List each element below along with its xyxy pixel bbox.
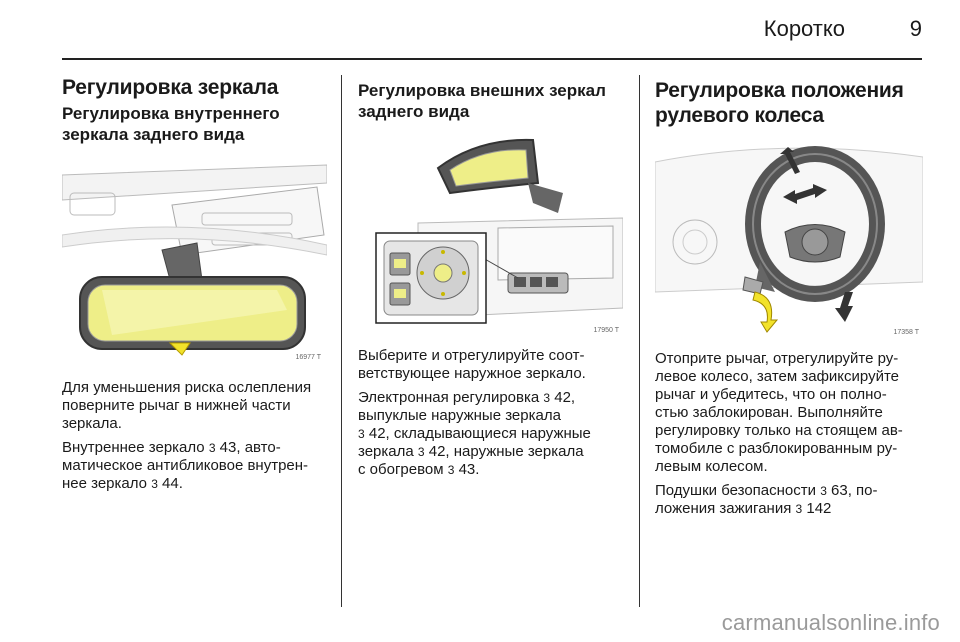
section-title: Коротко — [763, 16, 845, 41]
column-mirror-adjust — [62, 68, 327, 145]
header-divider — [62, 58, 922, 60]
page-number: 9 — [909, 16, 922, 41]
subsection-heading: Регулировка внутреннего зеркала заднего вида — [62, 104, 280, 144]
section-heading: Регулировка положения рулевого колеса — [655, 79, 904, 127]
interior-mirror-drawing — [62, 155, 327, 365]
figure-code: 17358 T — [893, 329, 919, 336]
column-mirror-text — [62, 379, 327, 499]
page-ref-arrow-icon: 3 — [358, 427, 365, 441]
page-ref-arrow-icon: 3 — [795, 502, 803, 516]
column-exterior-mirror — [358, 80, 623, 122]
page-header — [0, 0, 960, 60]
paragraph: Выберите и отрегулируйте соот- ветствующее наружное зеркало. — [358, 347, 586, 382]
column-steering-text — [655, 350, 925, 524]
section-heading: Регулировка внешних зеркал заднего вида — [358, 81, 606, 121]
exterior-mirror-illustration — [358, 128, 623, 336]
page-ref-arrow-icon: 3 — [447, 463, 455, 477]
page-ref-arrow-icon: 3 — [208, 441, 216, 455]
steering-wheel-drawing — [655, 132, 923, 338]
interior-mirror-illustration — [62, 155, 327, 365]
page-ref-arrow-icon: 3 — [543, 391, 551, 405]
column-divider-1 — [341, 75, 342, 607]
column-exterior-text — [358, 347, 623, 485]
paragraph: Для уменьшения риска ослепления поверните рычаг в нижней части зеркала. — [62, 379, 312, 432]
paragraph-references: Внутреннее зеркало 3 43, авто- матическое антибликовое внутрен- нее зеркало 3 44. — [62, 439, 309, 492]
section-heading: Регулировка зеркала — [62, 76, 279, 99]
paragraph-references: Подушки безопасности 3 63, по- ложения зажигания 3 142 — [655, 482, 878, 517]
figure-code: 17950 T — [593, 327, 619, 334]
page-ref-arrow-icon: 3 — [151, 477, 158, 491]
paragraph-references: Электронная регулировка 3 42, выпуклые наружные зеркала 3 42, складывающиеся наружные зеркала 3 42, наружные зеркала с обогревом 3 43. — [358, 389, 591, 478]
paragraph: Отоприте рычаг, отрегулируйте ру- левое колесо, затем зафиксируйте рычаг и убедитесь, что он полно- стью заблокирован. Выполняйте регулировку только на стоящем ав- томобиле с разблокированным ру- левым колесом. — [655, 350, 903, 475]
exterior-mirror-drawing — [358, 128, 623, 336]
figure-code: 16977 T — [295, 354, 321, 361]
steering-wheel-illustration — [655, 132, 923, 338]
page-ref-arrow-icon: 3 — [417, 445, 425, 459]
column-divider-2 — [639, 75, 640, 607]
column-steering-wheel — [655, 78, 925, 128]
page-ref-arrow-icon: 3 — [820, 484, 827, 498]
watermark: carmanualsonline.info — [721, 610, 940, 635]
